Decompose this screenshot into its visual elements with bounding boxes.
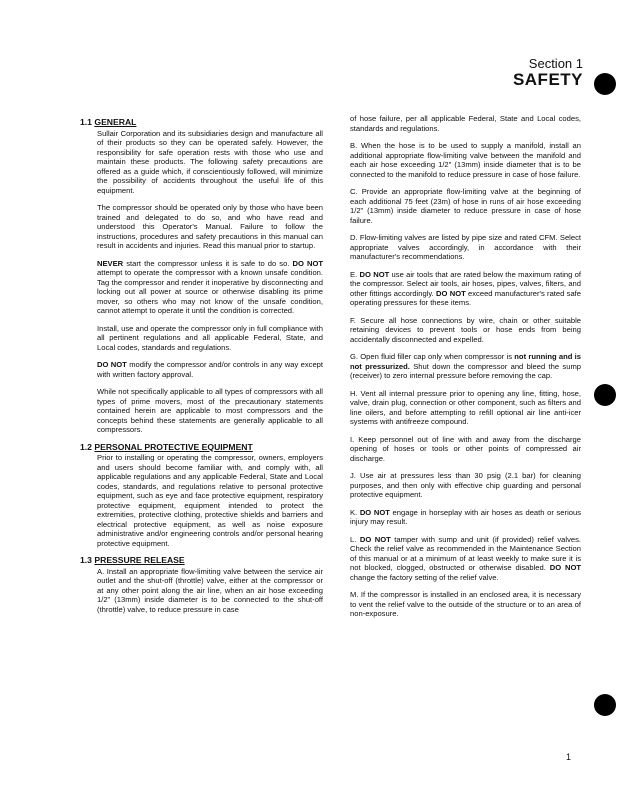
binder-hole-icon	[594, 694, 616, 716]
paragraph: D. Flow-limiting valves are listed by pipe size and rated CFM. Select appropriate valves accordingly, in accordance with their manufacturer's recommendations.	[350, 233, 581, 261]
heading-general: 1.1 GENERAL	[80, 117, 137, 127]
paragraph: I. Keep personnel out of line with and away from the discharge opening of hoses or tools or other points of compressed air discharge.	[350, 434, 581, 463]
paragraph: of hose failure, per all applicable Federal, State and Local codes, standards and regulations.	[350, 114, 581, 133]
section-title: SAFETY	[512, 70, 583, 89]
section-label: Section 1	[528, 56, 583, 71]
paragraph: The compressor should be operated only by those who have been trained and delegated to do so, and who have read and understood this Operator's Manual. Failure to follow the instructions, procedures and safety precautions in this manual can result in accidents and injuries. Read this manual prior to startup.	[97, 203, 323, 250]
paragraph: L. DO NOT tamper with sump and unit (if provided) relief valves. Check the relief valve as recommended in the Maintenance Section of this manual or at a minimum of at least weekly to make sure it is not blocked, clogged, obstructed or otherwise disabled. DO NOT change the factory setting of the relief valve.	[350, 534, 582, 582]
paragraph: B. When the hose is to be used to supply a manifold, install an additional appropriate flow-limiting valve between the manifold and each air hose exceeding 1/2" (13mm) inside diameter that is to be connected to the manifold to reduce pressure in case of hose failure.	[350, 141, 581, 179]
paragraph: A. Install an appropriate flow-limiting valve between the service air outlet and the shut-off (throttle) valve, either at the compressor or at any other point along the air line, when an air hose exceeding 1/2" (13mm) inside diameter is to be connected to the shut-off (throttle) valve, to reduce pressure in case	[97, 566, 323, 614]
right-column	[350, 114, 581, 627]
page-number: 1	[565, 752, 571, 762]
paragraph: While not specifically applicable to all types of compressors with all types of prime movers, most of the precautionary statements contained herein are applicable to most compressors and the concepts behind these statements are generally applicable to all compressors.	[97, 387, 323, 434]
left-column	[80, 118, 323, 622]
paragraph: C. Provide an appropriate flow-limiting valve at the beginning of each additional 75 feet (23m) of hose in runs of air hose exceeding 1/2" (13mm) inside diameter to reduce pressure in case of hose failure.	[350, 187, 581, 225]
heading-pressure-release: 1.3 PRESSURE RELEASE	[80, 555, 185, 565]
binder-hole-icon	[594, 384, 616, 406]
paragraph: H. Vent all internal pressure prior to opening any line, fitting, hose, valve, drain plug, connection or other component, such as filters and line oilers, and before attempting to refill optional air line anti-icer systems with antifreeze compound.	[350, 388, 581, 426]
paragraph: Prior to installing or operating the compressor, owners, employers and users should become familiar with, and comply with, all applicable regulations and any applicable Federal, State and Local codes, standards, and regulations relative to personal protective equipment, such as eye and face protective equipment, respiratory protective equipment, equipment intended to protect the extremities, protective clothing, protective shields and barriers and electrical protective equipment, as well as noise exposure administrative and/or engineering controls and/or personal hearing protective equipment.	[97, 453, 323, 548]
paragraph: Install, use and operate the compressor only in full compliance with all pertinent regulations and all applicable Federal, State, and Local codes, standards and regulations.	[97, 323, 323, 352]
binder-hole-icon	[594, 73, 616, 95]
heading-ppe: 1.2 PERSONAL PROTECTIVE EQUIPMENT	[80, 441, 253, 452]
paragraph: M. If the compressor is installed in an enclosed area, it is necessary to vent the relief valve to the outside of the structure or to an area of non-exposure.	[350, 590, 581, 618]
paragraph: G. Open fluid filler cap only when compressor is not running and is not pressurized. Shut down the compressor and bleed the sump (receiver) to zero internal pressure before removing the cap.	[350, 352, 581, 380]
paragraph: E. DO NOT use air tools that are rated below the maximum rating of the compressor. Select air tools, air hoses, pipes, valves, filters, and other fittings accordingly. DO NOT exceed manufacturer's rated safe operating pressures for these items.	[350, 269, 581, 307]
paragraph: J. Use air at pressures less than 30 psig (2.1 bar) for cleaning purposes, and then only with effective chip guarding and personal protective equipment.	[350, 471, 581, 499]
paragraph: NEVER start the compressor unless it is safe to do so. DO NOT attempt to operate the compressor with a known unsafe condition. Tag the compressor and render it inoperative by disconnecting and locking out all power at source or otherwise disabling its prime mover, so others who may not know of the unsafe condition, cannot attempt to operate it until the condition is corrected.	[97, 258, 323, 315]
paragraph: F. Secure all hose connections by wire, chain or other suitable retaining devices to prevent tools or hose ends from being accidentally disconnected and expelled.	[350, 315, 581, 344]
paragraph: Sullair Corporation and its subsidiaries design and manufacture all of their products so they can be operated safely. However, the responsibility for safe operation rests with those who use and maintain these products. The following safety precautions are offered as a guide which, if conscientiously followed, will minimize the possibility of accidents throughout the useful life of this equipment.	[97, 128, 323, 195]
paragraph: DO NOT modify the compressor and/or controls in any way except with written factory approval.	[97, 360, 324, 379]
paragraph: K. DO NOT engage in horseplay with air hoses as death or serious injury may result.	[350, 507, 581, 526]
